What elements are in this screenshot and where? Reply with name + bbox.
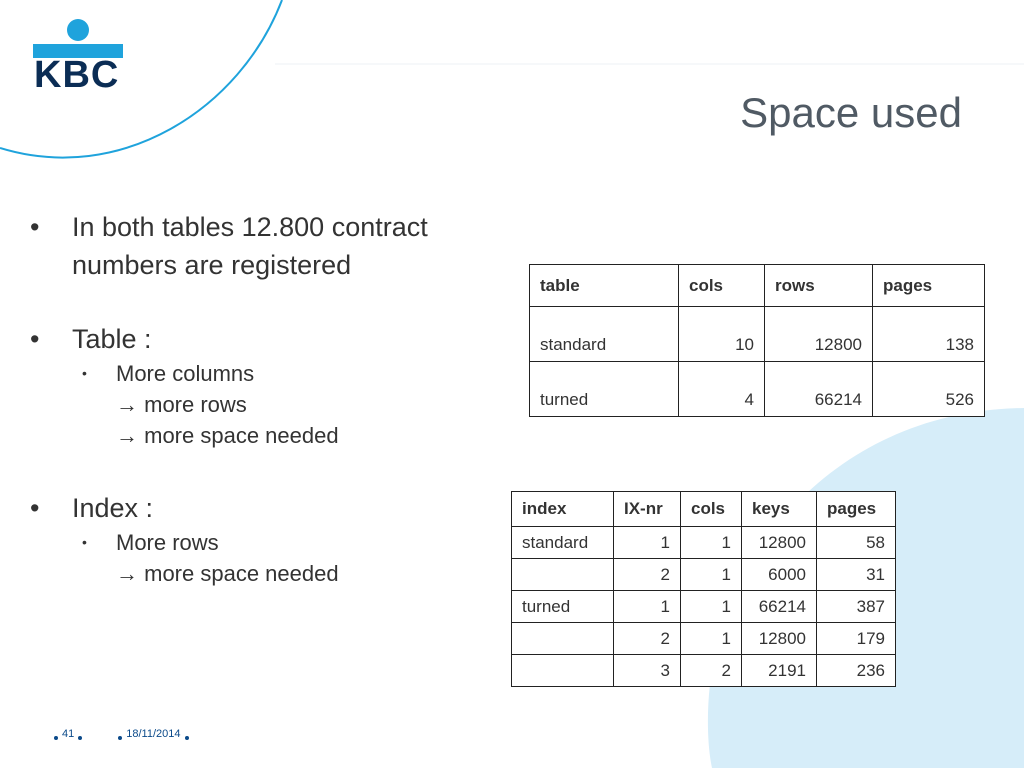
table-cell: 31 [817, 559, 896, 591]
slide-footer [50, 728, 193, 740]
table-cell: 3 [614, 655, 681, 687]
table-cell: 66214 [765, 362, 873, 417]
table-cell [512, 623, 614, 655]
table-cell: 1 [681, 559, 742, 591]
table-cell: 12800 [742, 527, 817, 559]
table-space-tables [529, 264, 985, 417]
table-row [512, 591, 896, 623]
table-cell: 2 [614, 623, 681, 655]
column-header: index [512, 492, 614, 527]
table-cell: 236 [817, 655, 896, 687]
bullet-item [30, 489, 500, 527]
table-cell: turned [512, 591, 614, 623]
column-header: keys [742, 492, 817, 527]
table-cell: 66214 [742, 591, 817, 623]
table-cell: 387 [817, 591, 896, 623]
table-cell: 12800 [765, 307, 873, 362]
sub-bullet-text: More columns [116, 361, 255, 386]
table-cell [512, 559, 614, 591]
bullet-marker: • [30, 212, 40, 242]
slide-title: Space used [740, 89, 962, 136]
slide-date: 18/11/2014 [126, 728, 181, 740]
table-cell: 10 [679, 307, 765, 362]
column-header: rows [765, 265, 873, 307]
bullet-text: In both tables 12.800 contract numbers are registered [72, 212, 428, 280]
table-cell: 138 [873, 307, 985, 362]
sub-bullet-item [30, 358, 500, 389]
kbc-logo-text: KBC [34, 54, 120, 96]
sub-bullet-arrow-line: → more space needed [116, 423, 339, 448]
table-cell: 2 [681, 655, 742, 687]
footer-dot [78, 736, 82, 740]
column-header: table [530, 265, 679, 307]
column-header: cols [679, 265, 765, 307]
table-row [530, 362, 985, 417]
column-header: pages [817, 492, 896, 527]
table-cell: turned [530, 362, 679, 417]
bullet-marker: • [30, 324, 40, 354]
table-cell [512, 655, 614, 687]
footer-dot [185, 736, 189, 740]
table-cell: 2 [614, 559, 681, 591]
bullet-text: Index : [72, 493, 154, 523]
table-cell: 1 [614, 527, 681, 559]
column-header: IX-nr [614, 492, 681, 527]
table-cell: 6000 [742, 559, 817, 591]
sub-bullet-marker: • [82, 534, 87, 550]
footer-dot [54, 736, 58, 740]
bullet-text: Table : [72, 324, 152, 354]
table-cell: 179 [817, 623, 896, 655]
table-cell: 12800 [742, 623, 817, 655]
sub-bullet-item [30, 527, 500, 558]
page-number: 41 [62, 728, 75, 740]
column-header: cols [681, 492, 742, 527]
table-cell: 2191 [742, 655, 817, 687]
table-cell: standard [530, 307, 679, 362]
table-cell: 1 [614, 591, 681, 623]
bullet-list [30, 208, 500, 589]
table-space-indexes [511, 491, 896, 687]
table-header-row [530, 265, 985, 307]
sub-bullet-arrow-line: → more rows [116, 392, 247, 417]
sub-bullet-text: More rows [116, 530, 219, 555]
table-row [512, 623, 896, 655]
table-row [512, 559, 896, 591]
table-row [512, 527, 896, 559]
bullet-marker: • [30, 493, 40, 523]
bullet-item [30, 320, 500, 358]
table-cell: 1 [681, 623, 742, 655]
table-cell: standard [512, 527, 614, 559]
sub-bullet-marker: • [82, 365, 87, 381]
table-row [530, 307, 985, 362]
footer-dot [118, 736, 122, 740]
table-cell: 4 [679, 362, 765, 417]
column-header: pages [873, 265, 985, 307]
table-cell: 1 [681, 527, 742, 559]
sub-bullet-arrow-line: → more space needed [116, 561, 339, 586]
table-row [512, 655, 896, 687]
table-cell: 1 [681, 591, 742, 623]
bullet-item [30, 208, 500, 284]
table-header-row [512, 492, 896, 527]
table-cell: 58 [817, 527, 896, 559]
table-cell: 526 [873, 362, 985, 417]
